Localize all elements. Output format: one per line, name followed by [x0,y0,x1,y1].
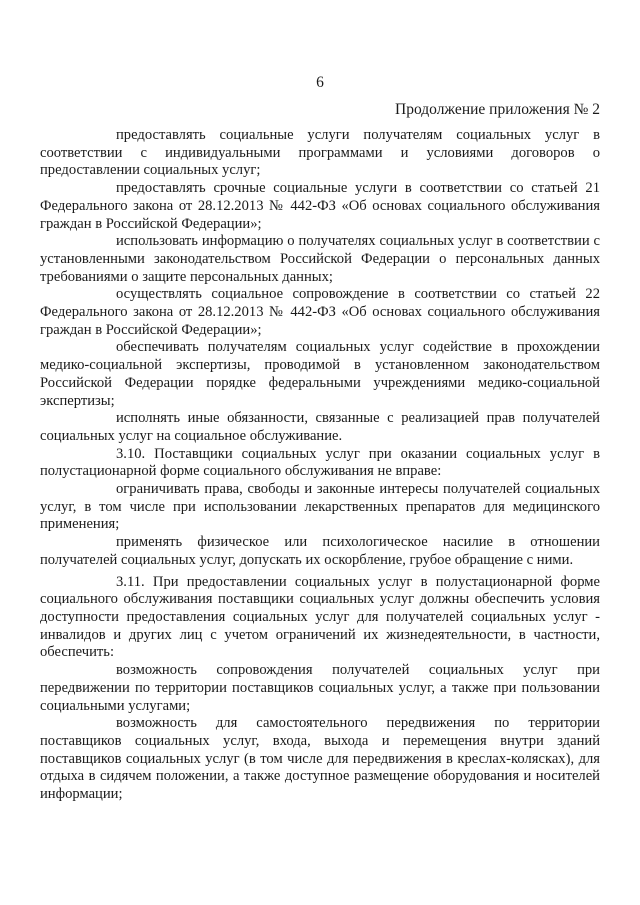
appendix-continuation-note: Продолжение приложения № 2 [395,101,600,118]
paragraph: ограничивать права, свободы и законные интересы получателей социальных услуг, в том числе при использовании лекарственных препаратов для медицинского применения; [40,481,600,533]
section-3-11: 3.11. При предоставлении социальных услуг в полустационарной форме социального обслуживания поставщики социальных услуг должны обеспечить условия доступности предоставления социальных услуг для получателей социальных услуг - инвалидов и других лиц с учетом ограничений их жизнедеятельности, в частности, обеспечить: [40,573,600,661]
document-body [40,127,600,804]
paragraph: обеспечивать получателям социальных услуг содействие в прохождении медико-социальной экспертизы, проводимой в установленном законодательством Российской Федерации порядке федеральными учреждениями медико-социальной экспертизы; [40,339,600,409]
paragraph: возможность сопровождения получателей социальных услуг при передвижении по территории поставщиков социальных услуг, а также при пользовании социальными услугами; [40,662,600,714]
paragraph: исполнять иные обязанности, связанные с реализацией прав получателей социальных услуг на социальное обслуживание. [40,410,600,444]
paragraph: предоставлять социальные услуги получателям социальных услуг в соответствии с индивидуальными программами и условиями договоров о предоставлении социальных услуг; [40,127,600,179]
paragraph: предоставлять срочные социальные услуги в соответствии со статьей 21 Федерального закона от 28.12.2013 № 442-ФЗ «Об основах социального обслуживания граждан в Российской Федерации»; [40,180,600,232]
paragraph: осуществлять социальное сопровождение в соответствии со статьей 22 Федерального закона от 28.12.2013 № 442-ФЗ «Об основах социального обслуживания граждан в Российской Федерации»; [40,286,600,338]
paragraph: возможность для самостоятельного передвижения по территории поставщиков социальных услуг, входа, выхода и перемещения внутри зданий поставщиков социальных услуг (в том числе для передвижения в креслах-колясках), для отдыха в сидячем положении, а также доступное размещение оборудования и носителей информации; [40,715,600,803]
paragraph: применять физическое или психологическое насилие в отношении получателей социальных услуг, допускать их оскорбление, грубое обращение с ними. [40,534,600,568]
paragraph: использовать информацию о получателях социальных услуг в соответствии с установленными законодательством Российской Федерации о персональных данных требованиями о защите персональных данных; [40,233,600,285]
page-number: 6 [316,74,324,91]
section-3-10: 3.10. Поставщики социальных услуг при оказании социальных услуг в полустационарной форме социального обслуживания не вправе: [40,445,600,480]
